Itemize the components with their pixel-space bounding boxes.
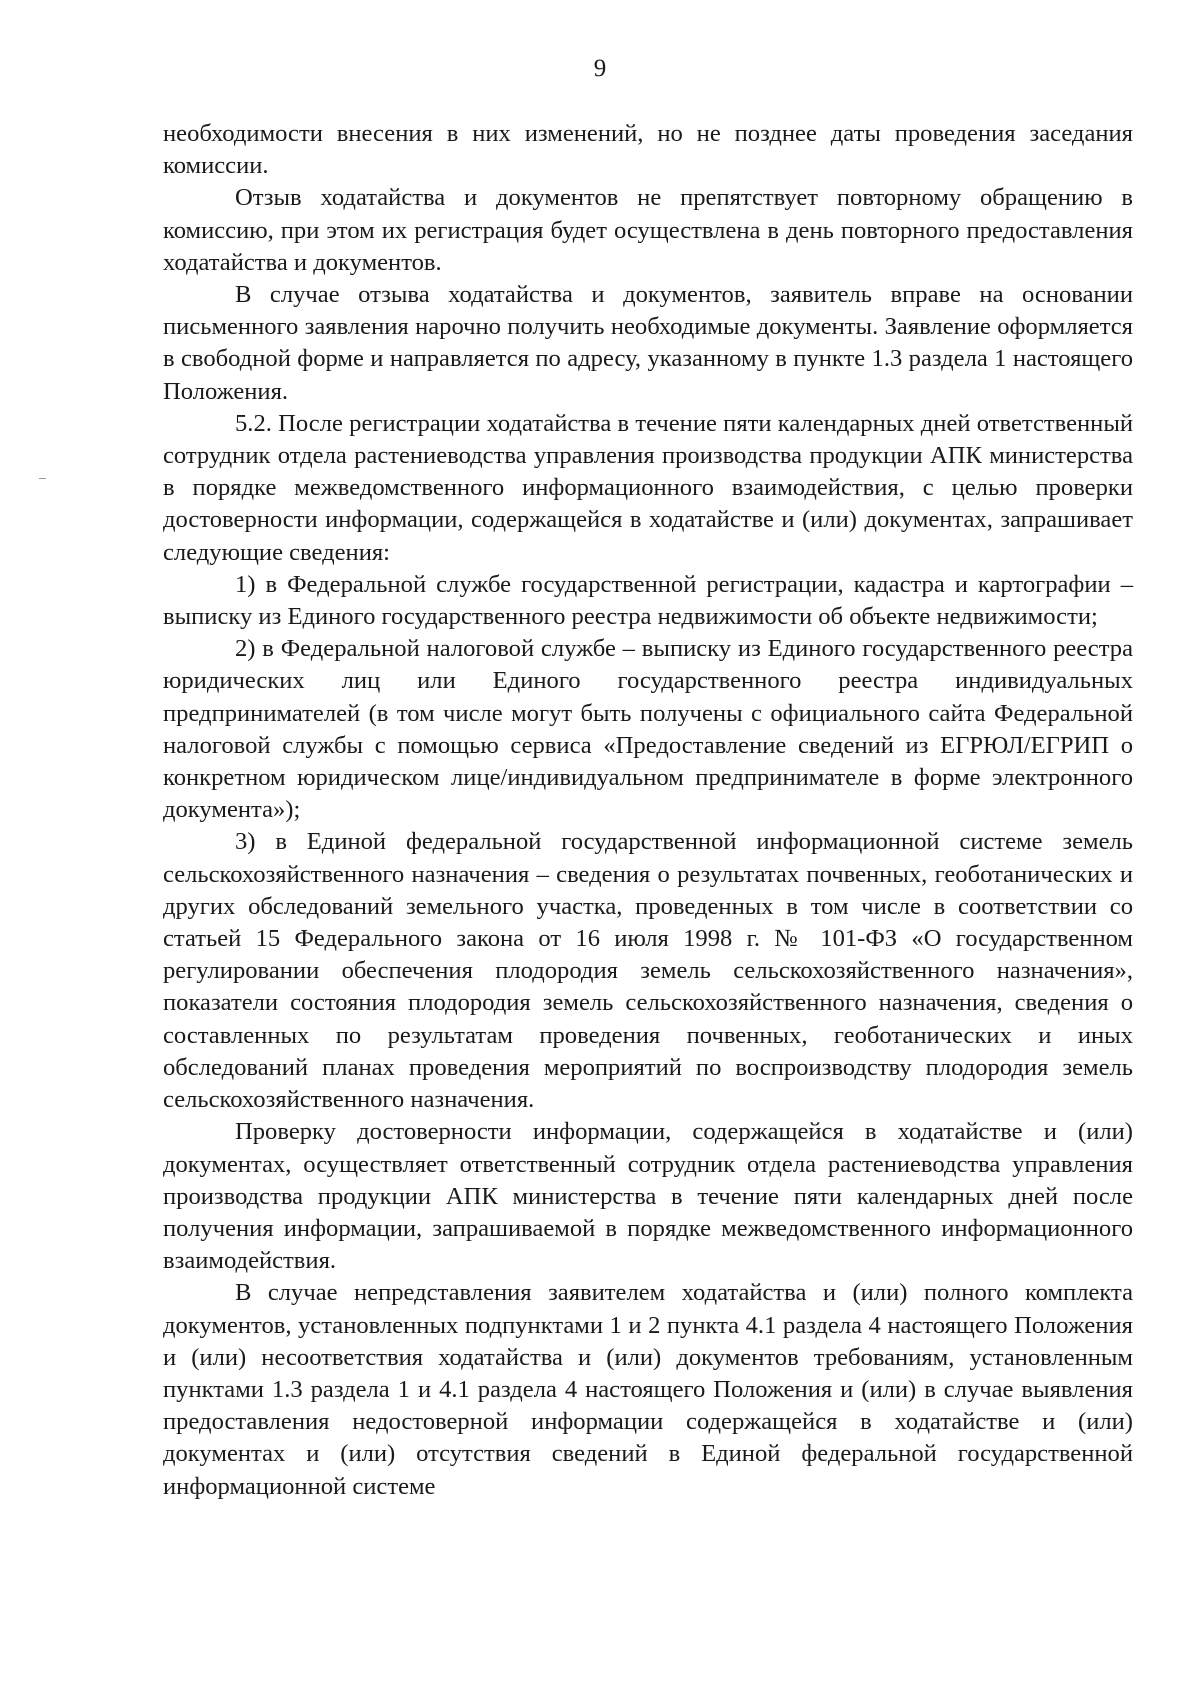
paragraph-item-1: 1) в Федеральной службе государственной регистрации, кадастра и картографии – выписку из Единого государственного реестра недвижимости об объекте недвижимости; bbox=[163, 570, 1133, 631]
paragraph-section-5-2: 5.2. После регистрации ходатайства в течение пяти календарных дней ответственный сотрудник отдела растениеводства управления производства продукции АПК министерства в порядке межведомственного информационного взаимодействия, с целью проверки достоверности информации, содержащейся в ходатайстве и (или) документах, запрашивает следующие сведения: bbox=[163, 409, 1133, 566]
paragraph-continuation: необходимости внесения в них изменений, но не позднее даты проведения заседания комиссии. bbox=[163, 120, 1133, 180]
page-number: 9 bbox=[593, 55, 607, 82]
paragraph-withdrawal-return-documents: В случае отзыва ходатайства и документов, заявитель вправе на основании письменного заявления нарочно получить необходимые документы. Заявление оформляется в свободной форме и направляется по адресу, указанному в пункте 1.3 раздела 1 настоящего Положения. bbox=[163, 281, 1133, 405]
paragraph-verification: Проверку достоверности информации, содержащейся в ходатайстве и (или) документах, осуществляет ответственный сотрудник отдела растениеводства управления производства продукции АПК министерства в течение пяти календарных дней после получения информации, запрашиваемой в порядке межведомственного информационного взаимодействия. bbox=[163, 1118, 1133, 1275]
paragraph-item-2: 2) в Федеральной налоговой службе – выписку из Единого государственного реестра юридических лиц или Единого государственного реестра индивидуальных предпринимателей (в том числе могут быть получены с официального сайта Федеральной налоговой службы с помощью сервиса «Предоставление сведений из ЕГРЮЛ/ЕГРИП о конкретном юридическом лице/индивидуальном предпринимателе в форме электронного документа»); bbox=[163, 635, 1133, 824]
paragraph-non-submission: В случае непредставления заявителем ходатайства и (или) полного комплекта документов, установленных подпунктами 1 и 2 пункта 4.1 раздела 4 настоящего Положения и (или) несоответствия ходатайства и (или) документов требованиям, установленным пунктами 1.3 раздела 1 и 4.1 раздела 4 настоящего Положения и (или) в случае выявления предоставления недостоверной информации содержащейся в ходатайстве и (или) документах и (или) отсутствия сведений в Единой федеральной государственной информационной системе bbox=[163, 1279, 1133, 1500]
document-body bbox=[163, 118, 1133, 1503]
paragraph-withdrawal-no-obstacle: Отзыв ходатайства и документов не препятствует повторному обращению в комиссию, при этом их регистрация будет осуществлена в день повторного предоставления ходатайства и документов. bbox=[163, 184, 1133, 276]
margin-mark bbox=[39, 478, 46, 479]
paragraph-item-3: 3) в Единой федеральной государственной информационной системе земель сельскохозяйственного назначения – сведения о результатах почвенных, геоботанических и других обследований земельного участка, проведенных в том числе в соответствии со статьей 15 Федерального закона от 16 июля 1998 г. № 101-ФЗ «О государственном регулировании обеспечения плодородия земель сельскохозяйственного назначения», показатели состояния плодородия земель сельскохозяйственного назначения, сведения о составленных по результатам проведения почвенных, геоботанических и иных обследований планах проведения мероприятий по воспроизводству плодородия земель сельскохозяйственного назначения. bbox=[163, 828, 1133, 1114]
